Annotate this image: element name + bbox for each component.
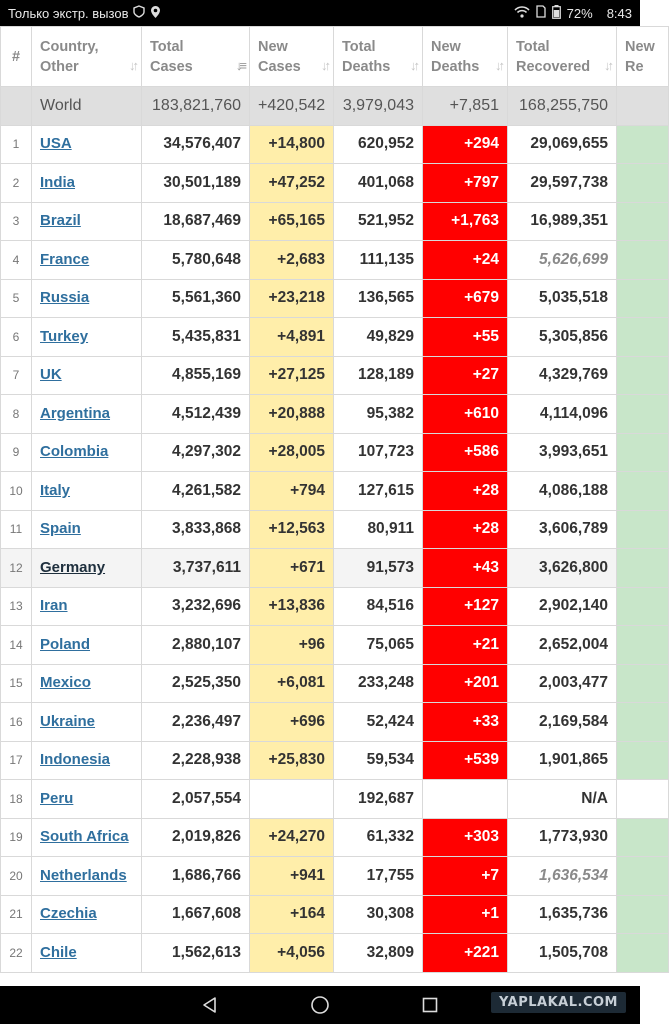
total-deaths-cell: 52,424: [334, 703, 423, 742]
new-cases-cell: +164: [250, 895, 334, 934]
total-recovered-cell: 5,626,699: [508, 241, 617, 280]
rank-cell: 19: [1, 818, 32, 857]
sim-icon: [536, 5, 546, 21]
watermark-logo: YAPLAKAL.COM: [491, 992, 626, 1013]
sort-arrows-icon: ↓↑: [495, 58, 502, 73]
total-deaths-cell: 61,332: [334, 818, 423, 857]
world-row: [1, 87, 669, 126]
total-cases-cell: 4,261,582: [142, 472, 250, 511]
table-row: [1, 549, 669, 588]
table-row: [1, 125, 669, 164]
total-cases-cell: 3,737,611: [142, 549, 250, 588]
total-deaths-cell: 136,565: [334, 279, 423, 318]
table-row: [1, 279, 669, 318]
rank-cell: 8: [1, 395, 32, 434]
total-recovered-cell: 3,606,789: [508, 510, 617, 549]
total-cases-cell: 4,297,302: [142, 433, 250, 472]
header-new-deaths-line1: New: [431, 38, 461, 55]
new-recovered-cell: [617, 741, 669, 780]
world-rank-cell: [1, 87, 32, 126]
new-cases-cell: +6,081: [250, 664, 334, 703]
new-deaths-cell: +33: [423, 703, 508, 742]
sort-arrows-icon: ↓↑: [410, 58, 417, 73]
table-row: [1, 164, 669, 203]
header-new-deaths-line2: Deaths: [431, 58, 480, 75]
new-deaths-cell: +303: [423, 818, 508, 857]
total-recovered-cell: 29,597,738: [508, 164, 617, 203]
total-recovered-cell: 1,505,708: [508, 934, 617, 973]
country-cell: [32, 895, 142, 934]
covid-table: [0, 26, 669, 973]
country-link[interactable]: Russia: [40, 289, 90, 307]
header-total-cases-line2: Cases: [150, 58, 193, 75]
country-link[interactable]: Peru: [40, 789, 74, 807]
country-cell: [32, 703, 142, 742]
world-new-recovered: [617, 87, 669, 126]
new-cases-cell: +47,252: [250, 164, 334, 203]
header-total-recovered[interactable]: [508, 27, 617, 87]
country-link[interactable]: Czechia: [40, 905, 97, 923]
sort-desc-icon: ↓≡: [235, 58, 244, 73]
country-link[interactable]: Turkey: [40, 327, 89, 345]
new-deaths-cell: +24: [423, 241, 508, 280]
new-recovered-cell: [617, 472, 669, 511]
covid-table-container[interactable]: [0, 26, 655, 986]
new-recovered-cell: [617, 318, 669, 357]
header-total-cases[interactable]: [142, 27, 250, 87]
total-recovered-cell: 4,086,188: [508, 472, 617, 511]
table-row: [1, 356, 669, 395]
new-recovered-cell: [617, 895, 669, 934]
table-row: [1, 934, 669, 973]
country-cell: [32, 164, 142, 203]
country-link[interactable]: Iran: [40, 597, 68, 615]
total-deaths-cell: 95,382: [334, 395, 423, 434]
new-recovered-cell: [617, 549, 669, 588]
new-deaths-cell: +28: [423, 510, 508, 549]
total-recovered-cell: 2,003,477: [508, 664, 617, 703]
country-link[interactable]: Germany: [40, 558, 106, 576]
total-deaths-cell: 30,308: [334, 895, 423, 934]
rank-cell: 17: [1, 741, 32, 780]
back-icon: [201, 996, 219, 1014]
total-recovered-cell: N/A: [508, 780, 617, 819]
new-deaths-cell: [423, 780, 508, 819]
total-recovered-cell: 2,652,004: [508, 626, 617, 665]
rank-cell: 13: [1, 587, 32, 626]
new-recovered-cell: [617, 510, 669, 549]
total-deaths-cell: 127,615: [334, 472, 423, 511]
new-cases-cell: +13,836: [250, 587, 334, 626]
total-cases-cell: 18,687,469: [142, 202, 250, 241]
total-deaths-cell: 192,687: [334, 780, 423, 819]
new-deaths-cell: +201: [423, 664, 508, 703]
new-recovered-cell: [617, 626, 669, 665]
new-deaths-cell: +21: [423, 626, 508, 665]
new-deaths-cell: +127: [423, 587, 508, 626]
carrier-text: Только экстр. вызов: [8, 5, 129, 21]
table-row: [1, 318, 669, 357]
rank-cell: 15: [1, 664, 32, 703]
new-recovered-cell: [617, 818, 669, 857]
new-recovered-cell: [617, 664, 669, 703]
new-cases-cell: +20,888: [250, 395, 334, 434]
rank-cell: 6: [1, 318, 32, 357]
country-cell: [32, 202, 142, 241]
rank-cell: 22: [1, 934, 32, 973]
header-new-recovered-line1: New: [625, 38, 655, 55]
new-deaths-cell: +1,763: [423, 202, 508, 241]
rank-cell: 5: [1, 279, 32, 318]
total-deaths-cell: 80,911: [334, 510, 423, 549]
new-deaths-cell: +28: [423, 472, 508, 511]
new-deaths-cell: +55: [423, 318, 508, 357]
header-total-recovered-line1: Total: [516, 38, 550, 55]
header-new-cases-line2: Cases: [258, 58, 301, 75]
header-total-deaths[interactable]: [334, 27, 423, 87]
battery-percent: 72%: [566, 5, 593, 21]
recents-button[interactable]: [375, 986, 485, 1024]
new-recovered-cell: [617, 857, 669, 896]
total-recovered-cell: 5,035,518: [508, 279, 617, 318]
country-link[interactable]: Mexico: [40, 674, 91, 692]
country-link[interactable]: Colombia: [40, 443, 109, 461]
total-recovered-cell: 2,902,140: [508, 587, 617, 626]
country-cell: [32, 433, 142, 472]
table-row: [1, 703, 669, 742]
total-deaths-cell: 401,068: [334, 164, 423, 203]
total-deaths-cell: 111,135: [334, 241, 423, 280]
country-link[interactable]: Netherlands: [40, 866, 127, 884]
location-icon: [150, 5, 161, 22]
header-new-cases[interactable]: [250, 27, 334, 87]
new-recovered-cell: [617, 703, 669, 742]
world-new-cases: +420,542: [250, 87, 334, 126]
new-deaths-cell: +586: [423, 433, 508, 472]
table-row: [1, 664, 669, 703]
world-new-deaths: +7,851: [423, 87, 508, 126]
country-link[interactable]: Spain: [40, 520, 81, 538]
country-link[interactable]: Argentina: [40, 404, 111, 422]
country-cell: [32, 125, 142, 164]
header-rank[interactable]: [1, 27, 32, 87]
country-link[interactable]: Brazil: [40, 212, 81, 230]
country-cell: [32, 395, 142, 434]
total-recovered-cell: 3,626,800: [508, 549, 617, 588]
country-link[interactable]: Poland: [40, 635, 91, 653]
table-row: [1, 433, 669, 472]
new-cases-cell: +24,270: [250, 818, 334, 857]
country-cell: [32, 279, 142, 318]
total-recovered-cell: 1,636,534: [508, 857, 617, 896]
new-recovered-cell: [617, 587, 669, 626]
sort-arrows-icon: ↓↑: [129, 58, 136, 73]
total-cases-cell: 5,435,831: [142, 318, 250, 357]
rank-cell: 21: [1, 895, 32, 934]
new-cases-cell: +14,800: [250, 125, 334, 164]
new-recovered-cell: [617, 279, 669, 318]
shield-icon: [133, 5, 145, 21]
table-row: [1, 741, 669, 780]
country-cell: [32, 318, 142, 357]
total-deaths-cell: 521,952: [334, 202, 423, 241]
rank-cell: 10: [1, 472, 32, 511]
new-deaths-cell: +679: [423, 279, 508, 318]
country-cell: [32, 241, 142, 280]
new-cases-cell: +4,891: [250, 318, 334, 357]
table-row: [1, 857, 669, 896]
total-cases-cell: 2,019,826: [142, 818, 250, 857]
table-row: [1, 818, 669, 857]
country-cell: [32, 664, 142, 703]
rank-cell: 20: [1, 857, 32, 896]
new-recovered-cell: [617, 164, 669, 203]
world-total-deaths: 3,979,043: [334, 87, 423, 126]
new-deaths-cell: +7: [423, 857, 508, 896]
new-deaths-cell: +27: [423, 356, 508, 395]
total-recovered-cell: 3,993,651: [508, 433, 617, 472]
country-link[interactable]: India: [40, 173, 76, 191]
total-recovered-cell: 29,069,655: [508, 125, 617, 164]
total-deaths-cell: 59,534: [334, 741, 423, 780]
total-deaths-cell: 32,809: [334, 934, 423, 973]
table-header-row: [1, 27, 669, 87]
rank-cell: 7: [1, 356, 32, 395]
new-cases-cell: +4,056: [250, 934, 334, 973]
home-icon: [310, 995, 330, 1015]
rank-cell: 16: [1, 703, 32, 742]
total-deaths-cell: 84,516: [334, 587, 423, 626]
country-cell: [32, 626, 142, 665]
country-cell: [32, 857, 142, 896]
total-deaths-cell: 128,189: [334, 356, 423, 395]
total-deaths-cell: 107,723: [334, 433, 423, 472]
new-cases-cell: +96: [250, 626, 334, 665]
world-total-recovered: 168,255,750: [508, 87, 617, 126]
new-recovered-cell: [617, 395, 669, 434]
country-link[interactable]: Ukraine: [40, 712, 96, 730]
table-row: [1, 895, 669, 934]
new-deaths-cell: +610: [423, 395, 508, 434]
table-row: [1, 395, 669, 434]
world-label: World: [32, 87, 142, 126]
total-deaths-cell: 233,248: [334, 664, 423, 703]
total-cases-cell: 5,780,648: [142, 241, 250, 280]
total-cases-cell: 30,501,189: [142, 164, 250, 203]
header-total-recovered-line2: Recovered: [516, 58, 591, 75]
total-cases-cell: 34,576,407: [142, 125, 250, 164]
new-cases-cell: +696: [250, 703, 334, 742]
total-cases-cell: 4,855,169: [142, 356, 250, 395]
table-row: [1, 510, 669, 549]
total-recovered-cell: 4,114,096: [508, 395, 617, 434]
home-button[interactable]: [265, 986, 375, 1024]
total-cases-cell: 1,686,766: [142, 857, 250, 896]
table-row: [1, 241, 669, 280]
total-cases-cell: 2,228,938: [142, 741, 250, 780]
new-deaths-cell: +797: [423, 164, 508, 203]
sort-arrows-icon: ↓↑: [604, 58, 611, 73]
new-deaths-cell: +221: [423, 934, 508, 973]
total-cases-cell: 5,561,360: [142, 279, 250, 318]
rank-cell: 9: [1, 433, 32, 472]
total-cases-cell: 2,880,107: [142, 626, 250, 665]
total-cases-cell: 1,562,613: [142, 934, 250, 973]
total-cases-cell: 4,512,439: [142, 395, 250, 434]
new-cases-cell: +23,218: [250, 279, 334, 318]
country-cell: [32, 741, 142, 780]
new-recovered-cell: [617, 125, 669, 164]
new-cases-cell: +2,683: [250, 241, 334, 280]
country-link[interactable]: USA: [40, 135, 72, 153]
total-recovered-cell: 2,169,584: [508, 703, 617, 742]
country-cell: [32, 934, 142, 973]
country-link[interactable]: UK: [40, 366, 62, 384]
country-cell: [32, 549, 142, 588]
table-row: [1, 626, 669, 665]
country-cell: [32, 587, 142, 626]
back-button[interactable]: [155, 986, 265, 1024]
header-country[interactable]: [32, 27, 142, 87]
total-recovered-cell: 1,901,865: [508, 741, 617, 780]
world-total-cases: 183,821,760: [142, 87, 250, 126]
new-deaths-cell: +43: [423, 549, 508, 588]
new-deaths-cell: +294: [423, 125, 508, 164]
header-new-cases-line1: New: [258, 38, 288, 55]
total-recovered-cell: 1,635,736: [508, 895, 617, 934]
new-recovered-cell: [617, 433, 669, 472]
total-recovered-cell: 4,329,769: [508, 356, 617, 395]
new-cases-cell: +12,563: [250, 510, 334, 549]
total-cases-cell: 1,667,608: [142, 895, 250, 934]
table-row: [1, 472, 669, 511]
battery-icon: [552, 5, 561, 22]
new-recovered-cell: [617, 202, 669, 241]
new-recovered-cell: [617, 934, 669, 973]
country-cell: [32, 818, 142, 857]
new-deaths-cell: +539: [423, 741, 508, 780]
new-recovered-cell: [617, 356, 669, 395]
new-cases-cell: +28,005: [250, 433, 334, 472]
country-link[interactable]: France: [40, 250, 90, 268]
total-deaths-cell: 91,573: [334, 549, 423, 588]
total-cases-cell: 2,236,497: [142, 703, 250, 742]
header-total-deaths-line1: Total: [342, 38, 376, 55]
wifi-icon: [514, 6, 530, 21]
status-bar: [0, 0, 640, 26]
new-cases-cell: +794: [250, 472, 334, 511]
new-cases-cell: +941: [250, 857, 334, 896]
new-recovered-cell: [617, 241, 669, 280]
header-new-recovered[interactable]: [617, 27, 669, 87]
rank-cell: 2: [1, 164, 32, 203]
clock-time: 8:43: [606, 5, 632, 21]
country-cell: [32, 472, 142, 511]
new-cases-cell: +27,125: [250, 356, 334, 395]
rank-cell: 12: [1, 549, 32, 588]
new-cases-cell: +25,830: [250, 741, 334, 780]
total-deaths-cell: 49,829: [334, 318, 423, 357]
rank-cell: 4: [1, 241, 32, 280]
header-new-deaths[interactable]: [423, 27, 508, 87]
country-link[interactable]: Indonesia: [40, 751, 111, 769]
new-cases-cell: [250, 780, 334, 819]
country-cell: [32, 780, 142, 819]
country-cell: [32, 356, 142, 395]
rank-cell: 1: [1, 125, 32, 164]
total-recovered-cell: 16,989,351: [508, 202, 617, 241]
country-cell: [32, 510, 142, 549]
total-cases-cell: 2,057,554: [142, 780, 250, 819]
total-deaths-cell: 620,952: [334, 125, 423, 164]
header-country-line1: Country,: [40, 38, 99, 55]
header-rank-label: #: [11, 48, 21, 65]
rank-cell: 3: [1, 202, 32, 241]
sort-arrows-icon: ↓↑: [321, 58, 328, 73]
total-cases-cell: 2,525,350: [142, 664, 250, 703]
total-cases-cell: 3,833,868: [142, 510, 250, 549]
header-total-cases-line1: Total: [150, 38, 184, 55]
rank-cell: 11: [1, 510, 32, 549]
new-cases-cell: +671: [250, 549, 334, 588]
total-deaths-cell: 17,755: [334, 857, 423, 896]
new-deaths-cell: +1: [423, 895, 508, 934]
country-link[interactable]: South Africa: [40, 828, 129, 846]
header-new-recovered-line2: Re: [625, 58, 644, 75]
total-deaths-cell: 75,065: [334, 626, 423, 665]
new-cases-cell: +65,165: [250, 202, 334, 241]
table-row: [1, 202, 669, 241]
rank-cell: 14: [1, 626, 32, 665]
total-recovered-cell: 1,773,930: [508, 818, 617, 857]
table-row: [1, 780, 669, 819]
total-recovered-cell: 5,305,856: [508, 318, 617, 357]
rank-cell: 18: [1, 780, 32, 819]
header-country-line2: Other: [40, 58, 79, 75]
country-link[interactable]: Italy: [40, 481, 71, 499]
recents-icon: [422, 997, 438, 1013]
country-link[interactable]: Chile: [40, 943, 77, 961]
new-recovered-cell: [617, 780, 669, 819]
table-row: [1, 587, 669, 626]
total-cases-cell: 3,232,696: [142, 587, 250, 626]
header-total-deaths-line2: Deaths: [342, 58, 391, 75]
